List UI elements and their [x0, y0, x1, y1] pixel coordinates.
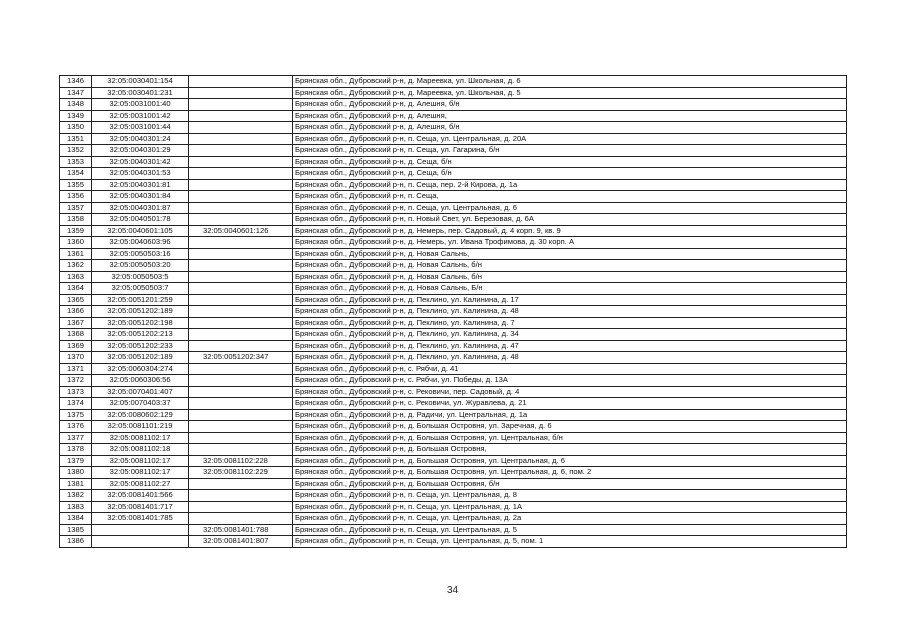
related-cadastral-number-cell	[189, 329, 293, 341]
row-number-cell: 1384	[60, 513, 92, 525]
table-row	[60, 191, 847, 203]
address-cell: Брянская обл., Дубровский р-н, д. Новая Сальнь, б/н	[293, 271, 847, 283]
cadastral-number-cell: 32:05:0040301:81	[92, 179, 189, 191]
row-number-cell: 1364	[60, 283, 92, 295]
related-cadastral-number-cell	[189, 248, 293, 260]
address-cell: Брянская обл., Дубровский р-н, д. Пеклино, ул. Калинина, д. 48	[293, 306, 847, 318]
table-row	[60, 145, 847, 157]
related-cadastral-number-cell: 32:05:0081401:788	[189, 524, 293, 536]
related-cadastral-number-cell	[189, 386, 293, 398]
cadastral-number-cell: 32:05:0040301:87	[92, 202, 189, 214]
table-row	[60, 283, 847, 295]
related-cadastral-number-cell	[189, 122, 293, 134]
row-number-cell: 1359	[60, 225, 92, 237]
related-cadastral-number-cell	[189, 398, 293, 410]
cadastral-number-cell: 32:05:0050503:16	[92, 248, 189, 260]
table-row	[60, 202, 847, 214]
related-cadastral-number-cell	[189, 363, 293, 375]
row-number-cell: 1383	[60, 501, 92, 513]
address-cell: Брянская обл., Дубровский р-н, д. Пеклино, ул. Калинина, д. 47	[293, 340, 847, 352]
cadastral-number-cell: 32:05:0040301:29	[92, 145, 189, 157]
related-cadastral-number-cell	[189, 87, 293, 99]
table-row	[60, 501, 847, 513]
cadastral-number-cell: 32:05:0081401:717	[92, 501, 189, 513]
address-cell: Брянская обл., Дубровский р-н, д. Новая Сальнь, б/н	[293, 260, 847, 272]
cadastral-number-cell: 32:05:0031001:40	[92, 99, 189, 111]
table-row	[60, 76, 847, 88]
cadastral-number-cell: 32:05:0031001:44	[92, 122, 189, 134]
address-cell: Брянская обл., Дубровский р-н, п. Новый Свет, ул. Березовая, д. 6А	[293, 214, 847, 226]
table-row	[60, 421, 847, 433]
address-cell: Брянская обл., Дубровский р-н, п. Сеща,	[293, 191, 847, 203]
cadastral-number-cell: 32:05:0081102:27	[92, 478, 189, 490]
address-cell: Брянская обл., Дубровский р-н, п. Сеща, ул. Центральная, д. 8	[293, 490, 847, 502]
cadastral-number-cell: 32:05:0050503:20	[92, 260, 189, 272]
cadastral-number-cell	[92, 536, 189, 548]
row-number-cell: 1349	[60, 110, 92, 122]
table-row	[60, 110, 847, 122]
row-number-cell: 1373	[60, 386, 92, 398]
cadastral-number-cell: 32:05:0051202:213	[92, 329, 189, 341]
row-number-cell: 1362	[60, 260, 92, 272]
cadastral-number-cell: 32:05:0080602:129	[92, 409, 189, 421]
table-row	[60, 317, 847, 329]
row-number-cell: 1350	[60, 122, 92, 134]
cadastral-number-cell: 32:05:0081102:17	[92, 432, 189, 444]
address-cell: Брянская обл., Дубровский р-н, д. Большая Островня, ул. Центральная, б/н	[293, 432, 847, 444]
row-number-cell: 1376	[60, 421, 92, 433]
cadastral-number-cell: 32:05:0051202:189	[92, 306, 189, 318]
row-number-cell: 1377	[60, 432, 92, 444]
related-cadastral-number-cell	[189, 99, 293, 111]
address-cell: Брянская обл., Дубровский р-н, д. Сеща, б/н	[293, 156, 847, 168]
row-number-cell: 1357	[60, 202, 92, 214]
cadastral-number-cell: 32:05:0081102:17	[92, 455, 189, 467]
row-number-cell: 1363	[60, 271, 92, 283]
table-row	[60, 409, 847, 421]
related-cadastral-number-cell	[189, 444, 293, 456]
address-cell: Брянская обл., Дубровский р-н, с. Рябчи, ул. Победы, д. 13А	[293, 375, 847, 387]
table-row	[60, 329, 847, 341]
address-cell: Брянская обл., Дубровский р-н, д. Большая Островня, б/н	[293, 478, 847, 490]
table-row	[60, 524, 847, 536]
address-cell: Брянская обл., Дубровский р-н, д. Пеклино, ул. Калинина, д. 34	[293, 329, 847, 341]
related-cadastral-number-cell	[189, 432, 293, 444]
related-cadastral-number-cell	[189, 260, 293, 272]
row-number-cell: 1366	[60, 306, 92, 318]
table-row	[60, 363, 847, 375]
related-cadastral-number-cell	[189, 179, 293, 191]
table-row	[60, 122, 847, 134]
table-row	[60, 237, 847, 249]
cadastral-number-cell: 32:05:0081102:18	[92, 444, 189, 456]
row-number-cell: 1356	[60, 191, 92, 203]
cadastral-number-cell: 32:05:0030401:231	[92, 87, 189, 99]
table-row	[60, 478, 847, 490]
related-cadastral-number-cell	[189, 145, 293, 157]
table-row	[60, 467, 847, 479]
address-cell: Брянская обл., Дубровский р-н, д. Новая Сальнь, Б/н	[293, 283, 847, 295]
cadastral-number-cell: 32:05:0040301:24	[92, 133, 189, 145]
row-number-cell: 1348	[60, 99, 92, 111]
address-cell: Брянская обл., Дубровский р-н, с. Рябчи, д. 41	[293, 363, 847, 375]
row-number-cell: 1386	[60, 536, 92, 548]
cadastral-number-cell: 32:05:0040603:96	[92, 237, 189, 249]
table-row	[60, 271, 847, 283]
row-number-cell: 1355	[60, 179, 92, 191]
row-number-cell: 1385	[60, 524, 92, 536]
cadastral-number-cell: 32:05:0081102:17	[92, 467, 189, 479]
table-row	[60, 375, 847, 387]
address-cell: Брянская обл., Дубровский р-н, д. Большая Островня, ул. Заречная, д. 6	[293, 421, 847, 433]
cadastral-number-cell: 32:05:0060304:274	[92, 363, 189, 375]
row-number-cell: 1380	[60, 467, 92, 479]
row-number-cell: 1369	[60, 340, 92, 352]
document-table	[59, 75, 847, 548]
cadastral-number-cell: 32:05:0040501:78	[92, 214, 189, 226]
related-cadastral-number-cell	[189, 110, 293, 122]
cadastral-number-cell: 32:05:0050503:7	[92, 283, 189, 295]
row-number-cell: 1360	[60, 237, 92, 249]
table-row	[60, 352, 847, 364]
table-row	[60, 490, 847, 502]
cadastral-number-cell: 32:05:0031001:42	[92, 110, 189, 122]
address-cell: Брянская обл., Дубровский р-н, д. Радичи, ул. Центральная, д. 1а	[293, 409, 847, 421]
related-cadastral-number-cell	[189, 294, 293, 306]
row-number-cell: 1382	[60, 490, 92, 502]
related-cadastral-number-cell: 32:05:0081102:229	[189, 467, 293, 479]
row-number-cell: 1365	[60, 294, 92, 306]
cadastral-number-cell: 32:05:0040301:53	[92, 168, 189, 180]
table-row	[60, 306, 847, 318]
table-row	[60, 444, 847, 456]
related-cadastral-number-cell	[189, 237, 293, 249]
row-number-cell: 1372	[60, 375, 92, 387]
row-number-cell: 1347	[60, 87, 92, 99]
address-cell: Брянская обл., Дубровский р-н, д. Сеща, б/н	[293, 168, 847, 180]
cadastral-number-cell: 32:05:0060306:56	[92, 375, 189, 387]
related-cadastral-number-cell: 32:05:0081401:807	[189, 536, 293, 548]
table-row	[60, 455, 847, 467]
address-cell: Брянская обл., Дубровский р-н, с. Рековичи, ул. Журавлева, д. 21	[293, 398, 847, 410]
table-row	[60, 386, 847, 398]
related-cadastral-number-cell	[189, 156, 293, 168]
row-number-cell: 1371	[60, 363, 92, 375]
table-row	[60, 87, 847, 99]
table-row	[60, 340, 847, 352]
table-row	[60, 214, 847, 226]
address-cell: Брянская обл., Дубровский р-н, п. Сеща, ул. Центральная, д. 5, пом. 1	[293, 536, 847, 548]
address-cell: Брянская обл., Дубровский р-н, п. Сеща, ул. Центральная, д. 20А	[293, 133, 847, 145]
cadastral-number-cell: 32:05:0081101:219	[92, 421, 189, 433]
table-row	[60, 225, 847, 237]
related-cadastral-number-cell: 32:05:0040601:126	[189, 225, 293, 237]
address-cell: Брянская обл., Дубровский р-н, д. Алешня, б/н	[293, 122, 847, 134]
table-row	[60, 99, 847, 111]
related-cadastral-number-cell	[189, 375, 293, 387]
related-cadastral-number-cell	[189, 421, 293, 433]
cadastral-number-cell: 32:05:0081401:566	[92, 490, 189, 502]
cadastral-number-cell: 32:05:0040601:105	[92, 225, 189, 237]
row-number-cell: 1374	[60, 398, 92, 410]
cadastral-number-cell: 32:05:0051202:198	[92, 317, 189, 329]
address-cell: Брянская обл., Дубровский р-н, с. Рековичи, пер. Садовый, д. 4	[293, 386, 847, 398]
page-number: 34	[446, 585, 459, 596]
related-cadastral-number-cell	[189, 317, 293, 329]
address-cell: Брянская обл., Дубровский р-н, д. Мареевка, ул. Школьная, д. 6	[293, 76, 847, 88]
related-cadastral-number-cell	[189, 501, 293, 513]
cadastral-number-cell: 32:05:0051202:189	[92, 352, 189, 364]
related-cadastral-number-cell	[189, 191, 293, 203]
row-number-cell: 1351	[60, 133, 92, 145]
address-cell: Брянская обл., Дубровский р-н, д. Большая Островня, ул. Центральная, д. 6	[293, 455, 847, 467]
related-cadastral-number-cell	[189, 409, 293, 421]
row-number-cell: 1352	[60, 145, 92, 157]
table-row	[60, 536, 847, 548]
table-row	[60, 133, 847, 145]
address-cell: Брянская обл., Дубровский р-н, п. Сеща, ул. Центральная, д. 5	[293, 524, 847, 536]
table-row	[60, 260, 847, 272]
related-cadastral-number-cell: 32:05:0081102:228	[189, 455, 293, 467]
table-row	[60, 432, 847, 444]
address-cell: Брянская обл., Дубровский р-н, п. Сеща, ул. Гагарина, б/н	[293, 145, 847, 157]
address-cell: Брянская обл., Дубровский р-н, д. Пеклино, ул. Калинина, д. 48	[293, 352, 847, 364]
address-cell: Брянская обл., Дубровский р-н, п. Сеща, ул. Центральная, д. 1А	[293, 501, 847, 513]
address-cell: Брянская обл., Дубровский р-н, д. Большая Островня, ул. Центральная, д. 6, пом. 2	[293, 467, 847, 479]
address-cell: Брянская обл., Дубровский р-н, д. Мареевка, ул. Школьная, д. 5	[293, 87, 847, 99]
cadastral-number-cell: 32:05:0030401:154	[92, 76, 189, 88]
table-row	[60, 248, 847, 260]
cadastral-number-cell: 32:05:0050503:5	[92, 271, 189, 283]
cadastral-number-cell: 32:05:0040301:84	[92, 191, 189, 203]
related-cadastral-number-cell	[189, 283, 293, 295]
address-cell: Брянская обл., Дубровский р-н, д. Пеклино, ул. Калинина, д. 7	[293, 317, 847, 329]
address-cell: Брянская обл., Дубровский р-н, д. Новая Сальнь,	[293, 248, 847, 260]
address-cell: Брянская обл., Дубровский р-н, п. Сеща, ул. Центральная, д. 2а	[293, 513, 847, 525]
row-number-cell: 1381	[60, 478, 92, 490]
address-cell: Брянская обл., Дубровский р-н, д. Пеклино, ул. Калинина, д. 17	[293, 294, 847, 306]
table-row	[60, 513, 847, 525]
related-cadastral-number-cell	[189, 513, 293, 525]
related-cadastral-number-cell	[189, 490, 293, 502]
table-row	[60, 294, 847, 306]
related-cadastral-number-cell: 32:05:0051202:347	[189, 352, 293, 364]
cadastral-number-cell: 32:05:0040301:42	[92, 156, 189, 168]
row-number-cell: 1379	[60, 455, 92, 467]
table-row	[60, 168, 847, 180]
related-cadastral-number-cell	[189, 168, 293, 180]
row-number-cell: 1353	[60, 156, 92, 168]
address-cell: Брянская обл., Дубровский р-н, д. Немерь, ул. Ивана Трофимова, д. 30 корп. А	[293, 237, 847, 249]
address-cell: Брянская обл., Дубровский р-н, п. Сеща, ул. Центральная, д. 6	[293, 202, 847, 214]
row-number-cell: 1354	[60, 168, 92, 180]
table-row	[60, 156, 847, 168]
related-cadastral-number-cell	[189, 214, 293, 226]
cadastral-number-cell: 32:05:0070403:37	[92, 398, 189, 410]
related-cadastral-number-cell	[189, 478, 293, 490]
row-number-cell: 1368	[60, 329, 92, 341]
row-number-cell: 1367	[60, 317, 92, 329]
table-body	[60, 76, 847, 548]
related-cadastral-number-cell	[189, 306, 293, 318]
cadastral-number-cell: 32:05:0070401:407	[92, 386, 189, 398]
table-row	[60, 179, 847, 191]
related-cadastral-number-cell	[189, 340, 293, 352]
row-number-cell: 1378	[60, 444, 92, 456]
row-number-cell: 1370	[60, 352, 92, 364]
address-cell: Брянская обл., Дубровский р-н, д. Алешня, б/н	[293, 99, 847, 111]
table-row	[60, 398, 847, 410]
related-cadastral-number-cell	[189, 271, 293, 283]
related-cadastral-number-cell	[189, 133, 293, 145]
row-number-cell: 1358	[60, 214, 92, 226]
cadastral-number-cell: 32:05:0051202:233	[92, 340, 189, 352]
cadastral-number-cell	[92, 524, 189, 536]
address-cell: Брянская обл., Дубровский р-н, д. Алешня,	[293, 110, 847, 122]
row-number-cell: 1361	[60, 248, 92, 260]
address-cell: Брянская обл., Дубровский р-н, д. Немерь, пер. Садовый, д. 4 корп. 9, кв. 9	[293, 225, 847, 237]
cadastral-number-cell: 32:05:0081401:785	[92, 513, 189, 525]
row-number-cell: 1346	[60, 76, 92, 88]
row-number-cell: 1375	[60, 409, 92, 421]
address-cell: Брянская обл., Дубровский р-н, п. Сеща, пер. 2-й Кирова, д. 1а	[293, 179, 847, 191]
related-cadastral-number-cell	[189, 76, 293, 88]
related-cadastral-number-cell	[189, 202, 293, 214]
cadastral-number-cell: 32:05:0051201:259	[92, 294, 189, 306]
address-cell: Брянская обл., Дубровский р-н, д. Большая Островня,	[293, 444, 847, 456]
